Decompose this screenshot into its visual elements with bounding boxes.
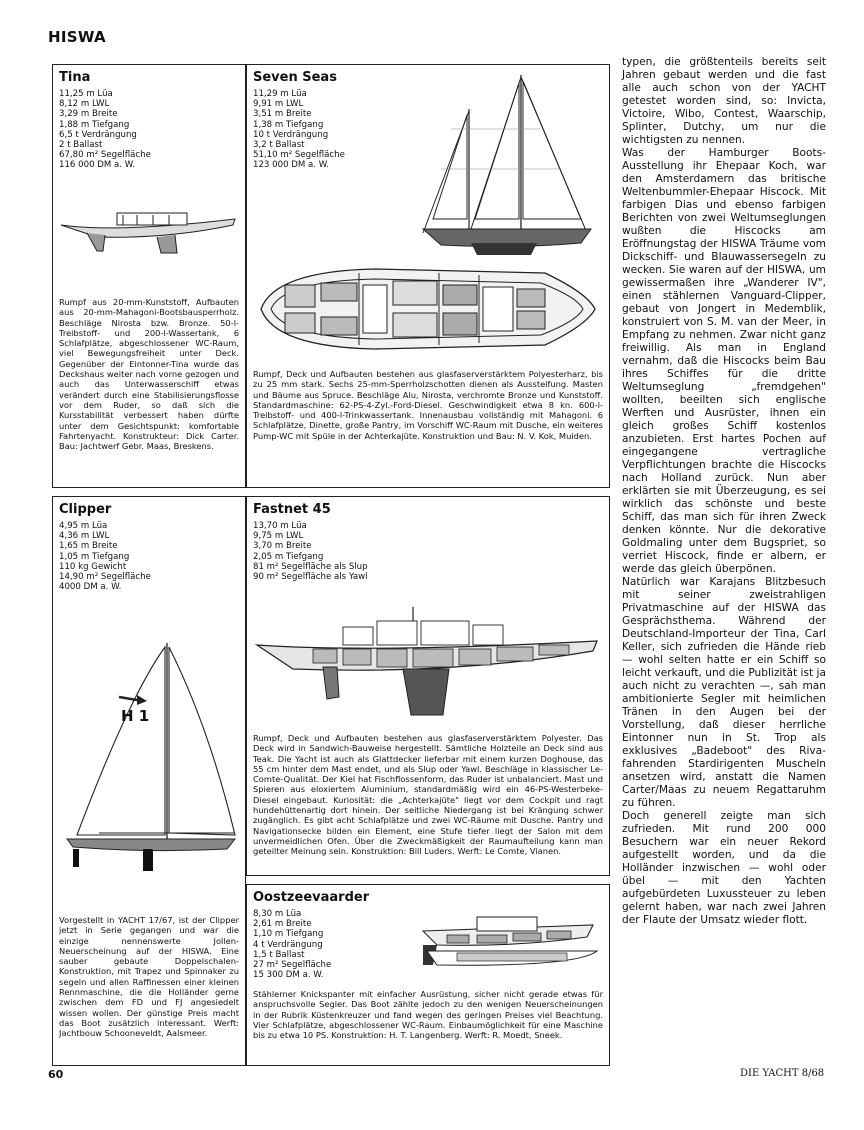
spec-line: 4000 DM a. W. (59, 582, 122, 593)
oostzeevaarder-hull-drawing (417, 907, 601, 977)
tina-specs (59, 89, 239, 171)
fastnet-title: Fastnet 45 (253, 502, 331, 517)
clipper-specs (59, 521, 239, 592)
page-number: 60 (48, 1068, 64, 1081)
fastnet-box (246, 496, 610, 876)
spec-line: 51,10 m² Segelfläche (253, 150, 345, 161)
spec-line: 1,38 m Tiefgang (253, 119, 324, 130)
seven-seas-deck-plan (255, 263, 599, 355)
oostzeevaarder-title: Oostzeevaarder (253, 890, 370, 905)
article-paragraph: Natürlich war Karajans Blitzbesuch mit seiner zweistrahligen Privatmaschine auf der HISWA das Gesprächsthema. Während der Deutschland-Importeur der Tina, Carl Keller, sich zufrieden die Hände rieb — wohl selten hatte er ein Schiff so leicht verkauft, und die Publizität ist ja auch nicht zu verachten —, sah man ambitionierte Segler mit heimlichen Tränen in den Augen bei der Vorstellung, daß dieser herrliche Eintonner nun in St. Trop als exklusives „Badeboot" des Riva-fahrenden Stardirigenten Muscheln ansetzen wird, anstatt die Namen Carter/Maas zu neuem Regattaruhm zu führen. (622, 576, 826, 809)
seven-seas-description: Rumpf, Deck und Aufbauten bestehen aus glasfaserverstärktem Polyesterharz, bis zu 25 mm stark. Sechs 25-mm-Sperrholzschotten dienen als Aussteifung. Masten und Bäume aus Spruce. Beschläge Alu, Nirosta, verchromte Bronze und Kunststoff. Standardmaschine: 62-PS-4-Zyl.-Ford-Diesel. Geschwindigkeit etwa 8 kn. 600-l-Treibstoff- und 400-l-Trinkwassertank. Innenausbau vollständig mit Mahagoni. 6 Schlafplätze, Dinette, große Pantry, im Vorschiff WC-Raum mit Dusche, ein weiteres Pump-WC mit Spüle in der Achterkajüte. Konstruktion und Bau: N. V. Kok, Muiden. (253, 369, 603, 441)
spec-line: 1,65 m Breite (59, 541, 118, 552)
spec-line: 14,90 m² Segelfläche (59, 572, 151, 583)
spec-line: 1,88 m Tiefgang (59, 119, 130, 130)
tina-description: Rumpf aus 20-mm-Kunststoff, Aufbauten aus 20-mm-Mahagoni-Bootsbausperrholz. Beschläge Nirosta bzw. Bronze. 50-l-Treibstoff- und 200-l-Wassertank, 6 Schlafplätze, abgeschlossener WC-Raum, viel Bewegungsfreiheit unter Deck. Gegenüber der Eintonner-Tina wurde das Deckshaus weiter nach vorne gezogen und auch das Unterwasserschiff etwas verändert durch eine Stabilisierungsflosse vor dem Ruder, so daß sich die Kursstabilität verbessert haben dürfte unter dem Gesichtspunkt: komfortable Fahrtenyacht. Konstrukteur: Dick Carter. Bau: Jachtwerf Gebr. Maas, Breskens. (59, 297, 239, 452)
spec-line: 4,95 m Lüa (59, 521, 108, 531)
tina-box (52, 64, 246, 488)
spec-line: 2,05 m Tiefgang (253, 551, 324, 562)
oostzeevaarder-box (246, 884, 610, 1066)
spec-line: 11,29 m Lüa (253, 89, 307, 99)
oostzeevaarder-description: Stählerner Knickspanter mit einfacher Ausrüstung, sicher nicht gerade etwas für anspruchsvolle Segler. Das Boot zählte jedoch zu den wenigen Neuerscheinungen in der Rubrik Küstenkreuzer und fand wegen des geringen Preises viel Beachtung. Vier Schlafplätze, abgeschlossener WC-Raum. Einbaumöglichkeit für eine Maschine bis zu etwa 10 PS. Konstruktion: H. T. Langenberg. Werft: R. Moedt, Sneek. (253, 989, 603, 1041)
spec-line: 2 t Ballast (59, 140, 103, 151)
spec-line: 1,5 t Ballast (253, 949, 305, 960)
seven-seas-sail-plan (411, 69, 601, 257)
clipper-sail-plan (59, 637, 241, 875)
spec-line: 116 000 DM a. W. (59, 160, 136, 171)
tina-title: Tina (59, 70, 91, 85)
spec-line: 67,80 m² Segelfläche (59, 150, 151, 161)
spec-line: 4 t Verdrängung (253, 939, 323, 950)
spec-line: 3,51 m Breite (253, 109, 312, 120)
clipper-description: Vorgestellt in YACHT 17/67, ist der Clipper jetzt in Serie gegangen und war die einzige nennenswerte Jollen-Neuerscheinung auf der HISWA. Eine sauber gebaute Doppelschalen-Konstruktion, mit Trapez und Spinnaker zu segeln und allen Raffinessen einer kleinen Rennmaschine, die die Holländer gerne zwischen dem FD und FJ angesiedelt wissen wollen. Der günstige Preis macht das Boot zusätzlich interessant. Werft: Jachtbouw Schooneveldt, Aalsmeer. (59, 915, 239, 1039)
article-paragraph: typen, die größtenteils bereits seit Jahren gebaut werden und die fast alle auch schon von der YACHT getestet worden sind, so: Invicta, Victoire, Wibo, Contest, Waarschip, Splinter, Dutchy, um nur die wichtigsten zu nennen. (622, 56, 826, 146)
spec-line: 15 300 DM a. W. (253, 970, 324, 981)
spec-line: 9,75 m LWL (253, 531, 304, 542)
clipper-sail-number: H 1 (121, 707, 150, 725)
spec-line: 9,91 m LWL (253, 99, 304, 110)
spec-line: 2,61 m Breite (253, 919, 312, 930)
seven-seas-title: Seven Seas (253, 70, 337, 85)
fastnet-description: Rumpf, Deck und Aufbauten bestehen aus glasfaserverstärktem Polyester. Das Deck wird in Sandwich-Bauweise hergestellt. Sämtliche Holzteile an Deck sind aus Teak. Die Yacht ist auch als Glattdecker lieferbar mit einem kurzen Doghouse, das 55 cm hinter dem Mast endet, und als Slup oder Yawl. Beschläge in klassischer Le-Comte-Qualität. Der Kiel hat Fischflossenform, das Ruder ist unbalanciert. Mast und Spieren aus eloxiertem Aluminium, standardmäßig wird ein 46-PS-Westerbeke-Diesel eingebaut. Kuriosität: die „Achterkajüte" liegt vor dem Cockpit und ragt hundehüttenartig dort hinein. Der seitliche Niedergang ist bei Krängung schwer zugänglich. Es gibt acht Schlafplätze und zwei WC-Räume mit Dusche. Pantry und Navigationsecke bilden ein Element, eine Stufe tiefer liegt der Salon mit dem unvermeidlichen Ofen. Über die Zweckmäßigkeit der Raumaufteilung kann man geteilter Meinung sein. Konstruktion: Bill Luders. Werft: Le Comte, Vianen. (253, 733, 603, 857)
section-header: HISWA (48, 28, 106, 46)
fastnet-hull-drawing (253, 605, 603, 729)
magazine-issue: DIE YACHT 8/68 (740, 1068, 825, 1079)
spec-line: 4,36 m LWL (59, 531, 110, 542)
spec-line: 1,10 m Tiefgang (253, 929, 324, 940)
article-column (622, 56, 826, 927)
spec-line: 90 m² Segelfläche als Yawl (253, 572, 368, 583)
spec-line: 11,25 m Lüa (59, 89, 113, 99)
clipper-box (52, 496, 246, 1066)
article-paragraph: Doch generell zeigte man sich zufrieden. Mit rund 200 000 Besuchern war ein neuer Rekord aufgestellt worden, und da die Holländer inzwischen — wohl oder übel — mit den Yachten aufgebürdeten Luxussteuer zu leben gelernt haben, war nach zwei Jahren der Flaute der Umsatz wieder flott. (622, 810, 826, 926)
spec-line: 3,70 m Breite (253, 541, 312, 552)
spec-line: 6,5 t Verdrängung (59, 129, 137, 140)
spec-line: 8,30 m Lüa (253, 909, 302, 919)
tina-hull-drawing (57, 203, 241, 259)
clipper-title: Clipper (59, 502, 112, 517)
spec-line: 123 000 DM a. W. (253, 160, 330, 171)
spec-line: 1,05 m Tiefgang (59, 551, 130, 562)
seven-seas-box (246, 64, 610, 488)
spec-line: 13,70 m Lüa (253, 521, 307, 531)
spec-line: 3,2 t Ballast (253, 140, 305, 151)
spec-line: 27 m² Segelfläche (253, 960, 332, 971)
article-paragraph: Was der Hamburger Boots-Ausstellung ihr Ehepaar Koch, war den Amsterdamern das britische Weltenbummler-Ehepaar Hiscock. Mit farbigen Dias und ebenso farbigen Berichten von zwei Weltumseglungen wußten die Hiscocks am Eröffnungstag der HISWA Träume vom Dickschiff- und Blauwassersegeln zu wecken. Sie waren auf der HISWA, um gewissermaßen ihre „Wanderer IV", einen stählernen Vanguard-Clipper, gebaut von Jongert in Medemblik, konstruiert von S. M. van der Meer, in Empfang zu nehmen. Zwar nicht ganz freiwillig. Als man in England vernahm, daß die Hiscocks beim Bau ihres Schiffes für die dritte Weltumseglung „fremdgehen" wollten, beeilten sich englische Werften und Ausrüster, ihnen ein gleich großes Schiff kostenlos anzubieten. Erst hartes Pochen auf eingegangene vertragliche Verpflichtungen brachte die Hiscocks nach Holland zurück. Nun aber erklärten sie mit Überzeugung, es sei wirklich das schönste und beste Schiff, das man sich für ihren Zweck denken könnte. Nur die dekorative Goldmaling unter dem Bugspriet, so verriet Hiscock, finde er albern, er werde das gleich überpönen. (622, 147, 826, 575)
spec-line: 81 m² Segelfläche als Slup (253, 561, 368, 572)
spec-line: 8,12 m LWL (59, 99, 110, 110)
spec-line: 110 kg Gewicht (59, 561, 127, 572)
fastnet-specs (253, 521, 603, 582)
spec-line: 10 t Verdrängung (253, 129, 329, 140)
spec-line: 3,29 m Breite (59, 109, 118, 120)
